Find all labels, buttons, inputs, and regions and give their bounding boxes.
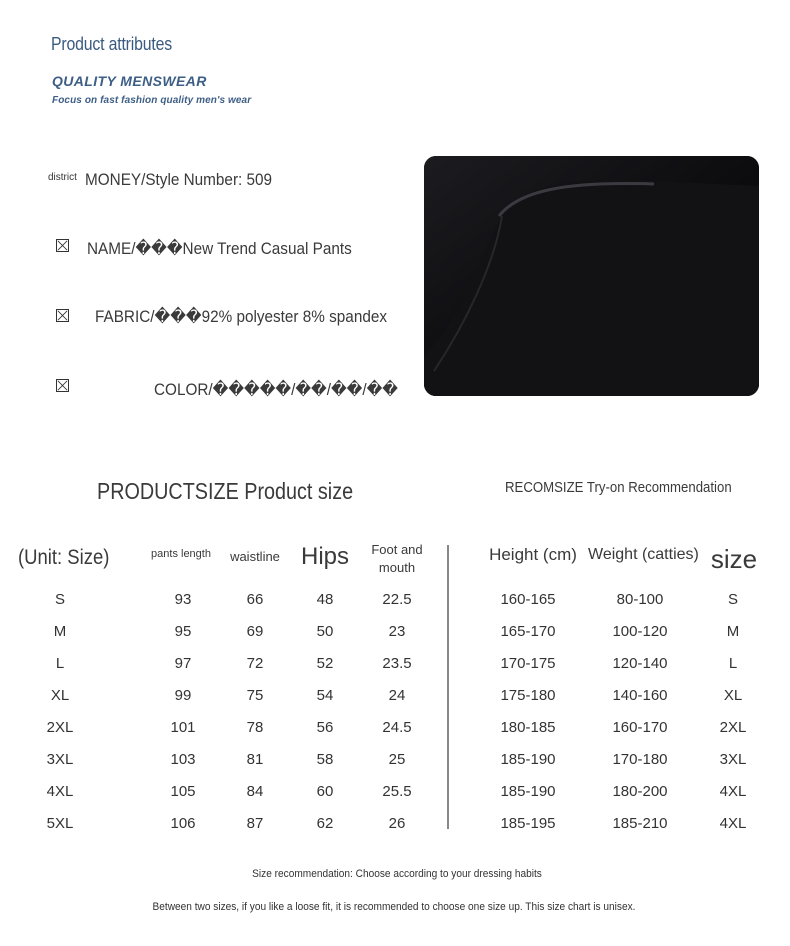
height-cell: 180-185	[500, 719, 556, 736]
recommended-size-cell: S	[727, 591, 738, 608]
measurement-cell: 24.5	[382, 719, 412, 736]
weight-cell: 170-180	[612, 751, 668, 768]
product-fabric: FABRIC/���92% polyester 8% spandex	[95, 307, 387, 326]
col-header-waistline: waistline	[230, 549, 280, 564]
measurement-cell: 103	[170, 751, 196, 768]
measurement-cell: 72	[246, 655, 264, 672]
size-cell: L	[55, 655, 65, 672]
measurement-cell: 87	[246, 815, 264, 832]
measurement-cell: 58	[316, 751, 334, 768]
measurement-cell: 54	[316, 687, 334, 704]
measurement-cell: 95	[174, 623, 192, 640]
size-cell: 5XL	[46, 815, 74, 832]
measurement-cell: 78	[246, 719, 264, 736]
weight-cell: 160-170	[612, 719, 668, 736]
measurement-cell: 60	[316, 783, 334, 800]
measurement-cell: 99	[174, 687, 192, 704]
col-header-foot-mouth: Foot and mouth	[371, 542, 423, 575]
style-prefix: district	[48, 172, 77, 183]
height-cell: 160-165	[500, 591, 556, 608]
measurement-cell: 62	[316, 815, 334, 832]
weight-cell: 120-140	[612, 655, 668, 672]
col-header-pants-length: pants length	[151, 548, 211, 560]
recommended-size-cell: 2XL	[719, 719, 747, 736]
height-cell: 185-190	[500, 783, 556, 800]
measurement-cell: 81	[246, 751, 264, 768]
weight-cell: 180-200	[612, 783, 668, 800]
recommended-size-cell: 4XL	[719, 815, 747, 832]
weight-cell: 140-160	[612, 687, 668, 704]
col-header-size: size	[710, 544, 758, 574]
col-header-height: Height (cm)	[489, 545, 577, 564]
measurement-cell: 97	[174, 655, 192, 672]
fabric-photo	[424, 156, 759, 396]
product-name: NAME/���New Trend Casual Pants	[87, 239, 352, 258]
weight-cell: 185-210	[612, 815, 668, 832]
product-size-heading: PRODUCTSIZE Product size	[97, 478, 354, 504]
measurement-cell: 48	[316, 591, 334, 608]
height-cell: 185-190	[500, 751, 556, 768]
brand-tagline: Focus on fast fashion quality men's wear	[52, 95, 252, 106]
style-number: MONEY/Style Number: 509	[85, 170, 273, 189]
measurement-cell: 52	[316, 655, 334, 672]
page-title: Product attributes	[51, 34, 172, 54]
recommended-size-cell: XL	[723, 687, 743, 704]
measurement-cell: 24	[388, 687, 406, 704]
unit-label: (Unit: Size)	[18, 546, 110, 569]
size-cell: 2XL	[46, 719, 74, 736]
measurement-cell: 105	[170, 783, 196, 800]
recommended-size-cell: 4XL	[719, 783, 747, 800]
recommended-size-cell: L	[728, 655, 738, 672]
checkbox-icon	[56, 309, 69, 322]
size-cell: 3XL	[46, 751, 74, 768]
recommended-size-cell: M	[726, 623, 740, 640]
measurement-cell: 69	[246, 623, 264, 640]
checkbox-icon	[56, 239, 69, 252]
weight-cell: 80-100	[616, 591, 664, 608]
measurement-cell: 22.5	[382, 591, 412, 608]
measurement-cell: 50	[316, 623, 334, 640]
col-header-weight: Weight (catties)	[588, 546, 699, 563]
measurement-cell: 56	[316, 719, 334, 736]
height-cell: 185-195	[500, 815, 556, 832]
checkbox-icon	[56, 379, 69, 392]
table-divider	[447, 545, 449, 829]
product-color: COLOR/�����/��/��/��	[154, 380, 398, 399]
size-note: Size recommendation: Choose according to your dressing habits	[252, 868, 542, 880]
height-cell: 170-175	[500, 655, 556, 672]
measurement-cell: 26	[388, 815, 406, 832]
measurement-cell: 106	[170, 815, 196, 832]
measurement-cell: 25	[388, 751, 406, 768]
recommended-size-cell: 3XL	[719, 751, 747, 768]
weight-cell: 100-120	[612, 623, 668, 640]
brand-name: QUALITY MENSWEAR	[52, 73, 207, 89]
size-cell: S	[54, 591, 65, 608]
size-cell: M	[53, 623, 67, 640]
measurement-cell: 66	[246, 591, 264, 608]
col-header-hips: Hips	[300, 543, 349, 570]
measurement-cell: 75	[246, 687, 264, 704]
measurement-cell: 93	[174, 591, 192, 608]
measurement-cell: 84	[246, 783, 264, 800]
measurement-cell: 25.5	[382, 783, 412, 800]
measurement-cell: 23	[388, 623, 406, 640]
size-cell: 4XL	[46, 783, 74, 800]
measurement-cell: 101	[170, 719, 196, 736]
recommendation-heading: RECOMSIZE Try-on Recommendation	[505, 479, 732, 496]
fit-note: Between two sizes, if you like a loose fit, it is recommended to choose one size up. This size chart is unisex.	[152, 901, 636, 913]
measurement-cell: 23.5	[382, 655, 412, 672]
height-cell: 165-170	[500, 623, 556, 640]
height-cell: 175-180	[500, 687, 556, 704]
size-cell: XL	[50, 687, 70, 704]
